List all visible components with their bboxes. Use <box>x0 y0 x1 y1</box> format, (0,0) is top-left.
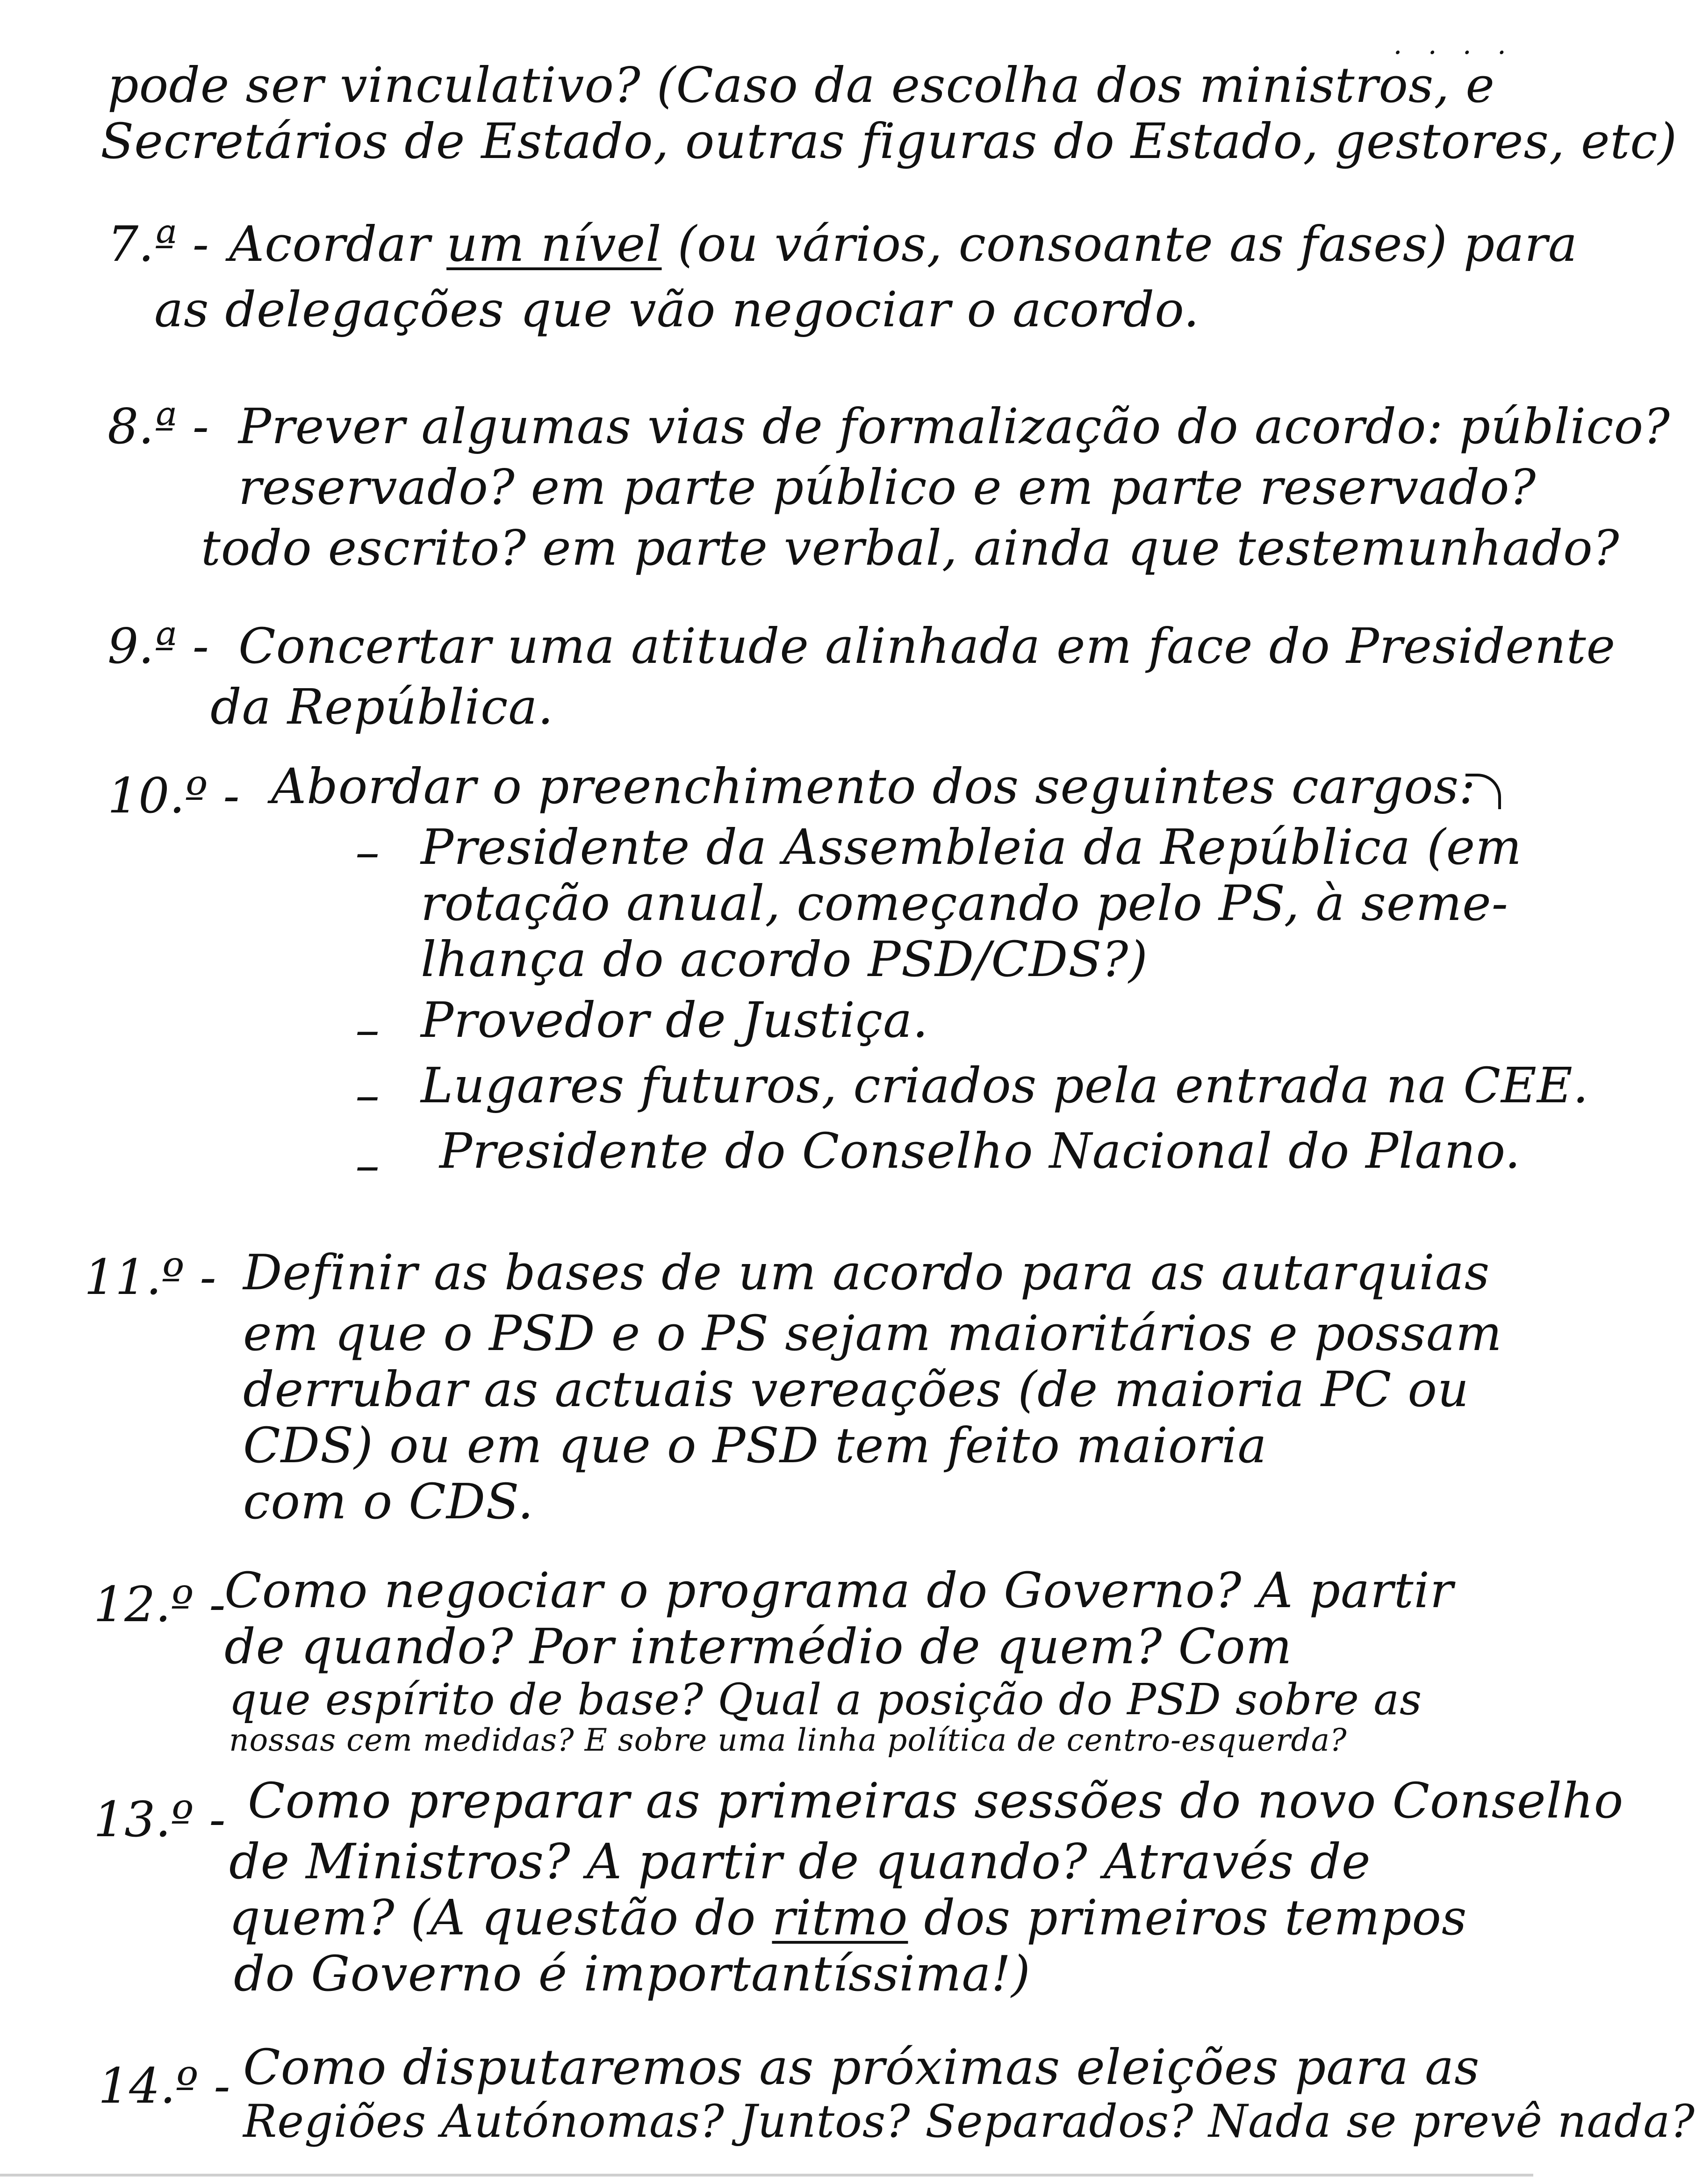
item-10-sub-1-line-3: lhança do acordo PSD/CDS?) <box>421 931 1148 988</box>
item-11-line-4: CDS) ou em que o PSD tem feito maioria <box>243 1417 1267 1474</box>
item-13-underlined: ritmo <box>772 1889 908 1946</box>
intro-line-2: Secretários de Estado, outras figuras do Estado, gestores, etc) <box>101 113 1678 170</box>
item-8-line-2: reservado? em parte público e em parte reservado? <box>238 459 1537 516</box>
item-11-number: 11.º - <box>84 1249 216 1306</box>
item-8-line-1: Prever algumas vias de formalização do acordo: público? <box>238 398 1670 455</box>
item-7-text-b: (ou vários, consoante as fases) para <box>677 216 1578 273</box>
item-11-line-5: com o CDS. <box>243 1473 534 1530</box>
item-13-line-3 <box>229 1889 1467 1946</box>
bottom-edge <box>0 2174 1533 2177</box>
item-13-line-1: Como preparar as primeiras sessões do novo Conselho <box>248 1772 1624 1829</box>
item-13-text-b: dos primeiros tempos <box>924 1889 1467 1946</box>
item-10-sub-1-line-1: Presidente da Assembleia da República (em <box>421 819 1522 876</box>
item-10-sub-2-dash: – <box>355 1001 380 1058</box>
item-10-sub-1-dash: – <box>355 823 380 880</box>
item-12-line-2: de quando? Por intermédio de quem? Com <box>224 1618 1293 1675</box>
item-9-line-1: Concertar uma atitude alinhada em face do Presidente <box>238 618 1616 675</box>
item-14-number: 14.º - <box>98 2057 230 2114</box>
item-11-line-1: Definir as bases de um acordo para as autarquias <box>243 1244 1490 1301</box>
item-12-line-1: Como negociar o programa do Governo? A partir <box>224 1562 1454 1619</box>
item-7-line-2: as delegações que vão negociar o acordo. <box>154 281 1200 338</box>
intro-line-1: pode ser vinculativo? (Caso da escolha dos ministros, e <box>108 57 1495 114</box>
item-10-sub-4-dash: – <box>355 1136 380 1193</box>
item-14-line-1: Como disputaremos as próximas eleições para as <box>243 2039 1480 2096</box>
item-8-line-3: todo escrito? em parte verbal, ainda que testemunhado? <box>201 519 1620 576</box>
item-11-line-3: derrubar as actuais vereações (de maioria PC ou <box>243 1361 1469 1418</box>
item-10-sub-4-line-1: Presidente do Conselho Nacional do Plano. <box>439 1122 1521 1179</box>
item-10-sub-3-line-1: Lugares futuros, criados pela entrada na CEE. <box>421 1057 1589 1114</box>
item-12-number: 12.º - <box>93 1576 226 1633</box>
item-12-line-4: nossas cem medidas? E sobre uma linha política de centro-esquerda? <box>229 1722 1347 1758</box>
item-13-text-a: quem? (A questão do <box>229 1889 756 1946</box>
item-10-sub-2-line-1: Provedor de Justiça. <box>421 991 929 1049</box>
item-13-line-4: do Governo é importantíssima!) <box>234 1945 1031 2002</box>
item-10-line-1: Abordar o preenchimento dos seguintes cargos: <box>271 758 1476 815</box>
item-14-line-2: Regiões Autónomas? Juntos? Separados? Nada se prevê nada? <box>243 2095 1695 2148</box>
item-9-number: 9.ª - <box>108 618 209 675</box>
item-7-line-1 <box>229 216 1578 273</box>
corner-marks: . . . . <box>1393 28 1515 61</box>
item-7-number: 7.ª - <box>108 216 209 273</box>
item-8-number: 8.ª - <box>108 398 209 455</box>
item-10-sub-1-line-2: rotação anual, começando pelo PS, à seme- <box>421 875 1508 932</box>
item-10-sub-3-dash: – <box>355 1066 380 1123</box>
item-12-line-3: que espírito de base? Qual a posição do PSD sobre as <box>229 1674 1422 1724</box>
item-11-line-2: em que o PSD e o PS sejam maioritários e possam <box>243 1305 1502 1362</box>
item-7-text-a: Acordar <box>229 216 431 273</box>
item-13-line-2: de Ministros? A partir de quando? Através de <box>229 1833 1371 1890</box>
item-13-number: 13.º - <box>93 1791 226 1848</box>
margin-hook-mark <box>1465 774 1501 809</box>
item-10-number: 10.º - <box>108 767 240 824</box>
item-7-underlined: um nível <box>446 216 662 273</box>
item-9-line-2: da República. <box>210 678 554 735</box>
